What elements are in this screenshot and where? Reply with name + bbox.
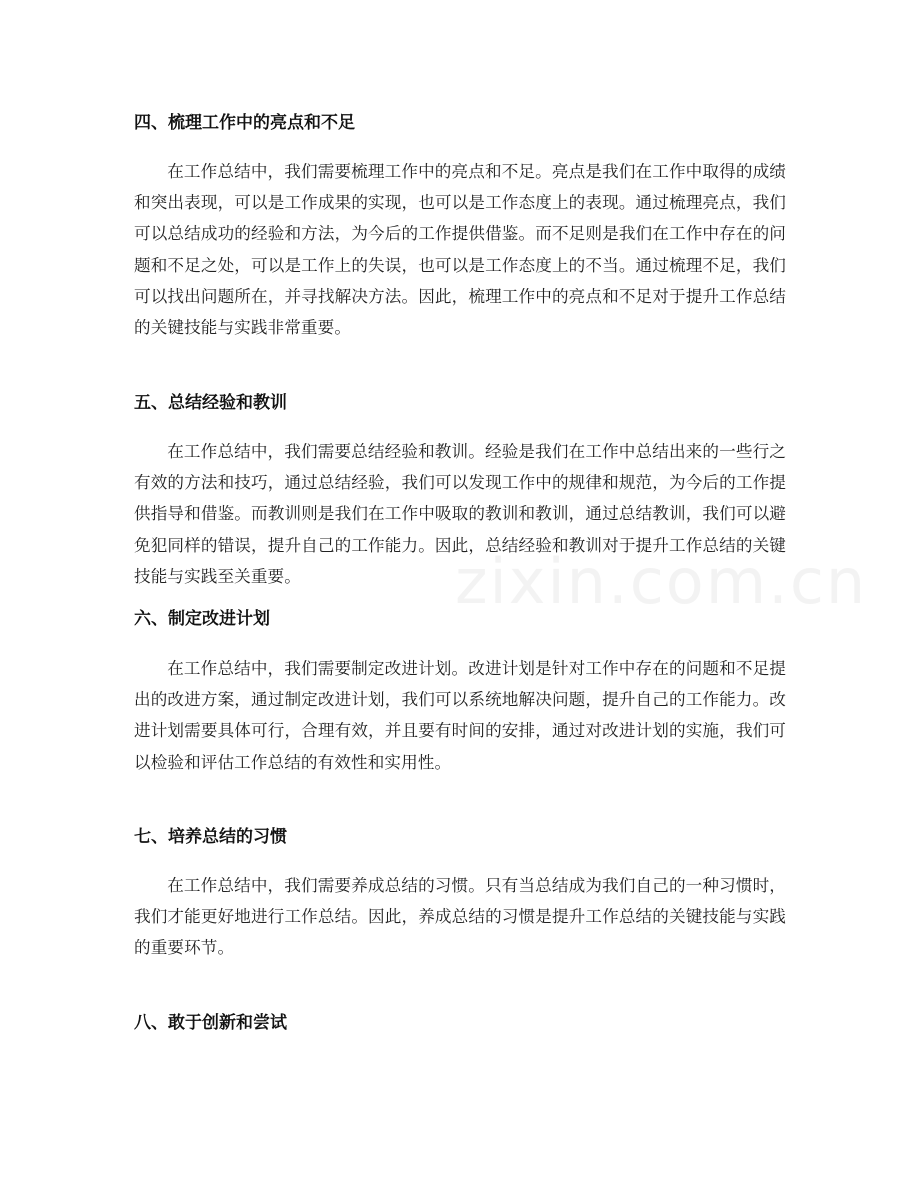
section-paragraph-6: 在工作总结中，我们需要制定改进计划。改进计划是针对工作中存在的问题和不足提出的改进方案，通过制定改进计划，我们可以系统地解决问题，提升自己的工作能力。改进计划需要具体可行，合理有效，并且要有时间的安排，通过对改进计划的实施，我们可以检验和评估工作总结的有效性和实用性。 xyxy=(134,659,786,772)
section-heading-7: 七、培养总结的习惯 xyxy=(134,827,287,847)
section-heading-5: 五、总结经验和教训 xyxy=(134,393,287,413)
section-heading-6: 六、制定改进计划 xyxy=(134,609,270,629)
section-paragraph-4: 在工作总结中，我们需要梳理工作中的亮点和不足。亮点是我们在工作中取得的成绩和突出表现，可以是工作成果的实现，也可以是工作态度上的表现。通过梳理亮点，我们可以总结成功的经验和方法，为今后的工作提供借鉴。而不足则是我们在工作中存在的问题和不足之处，可以是工作上的失误，也可以是工作态度上的不当。通过梳理不足，我们可以找出问题所在，并寻找解决方法。因此，梳理工作中的亮点和不足对于提升工作总结的关键技能与实践非常重要。 xyxy=(134,162,786,338)
section-heading-8: 八、敢于创新和尝试 xyxy=(134,1013,287,1033)
section-heading-4: 四、梳理工作中的亮点和不足 xyxy=(134,113,355,133)
section-paragraph-7: 在工作总结中，我们需要养成总结的习惯。只有当总结成为我们自己的一种习惯时，我们才能更好地进行工作总结。因此，养成总结的习惯是提升工作总结的关键技能与实践的重要环节。 xyxy=(134,876,786,958)
watermark: zixin.com.cn xyxy=(455,545,868,618)
section-paragraph-5: 在工作总结中，我们需要总结经验和教训。经验是我们在工作中总结出来的一些行之有效的方法和技巧，通过总结经验，我们可以发现工作中的规律和规范，为今后的工作提供指导和借鉴。而教训则是我们在工作中吸取的教训和教训，通过总结教训，我们可以避免犯同样的错误，提升自己的工作能力。因此，总结经验和教训对于提升工作总结的关键技能与实践至关重要。 xyxy=(134,442,786,586)
